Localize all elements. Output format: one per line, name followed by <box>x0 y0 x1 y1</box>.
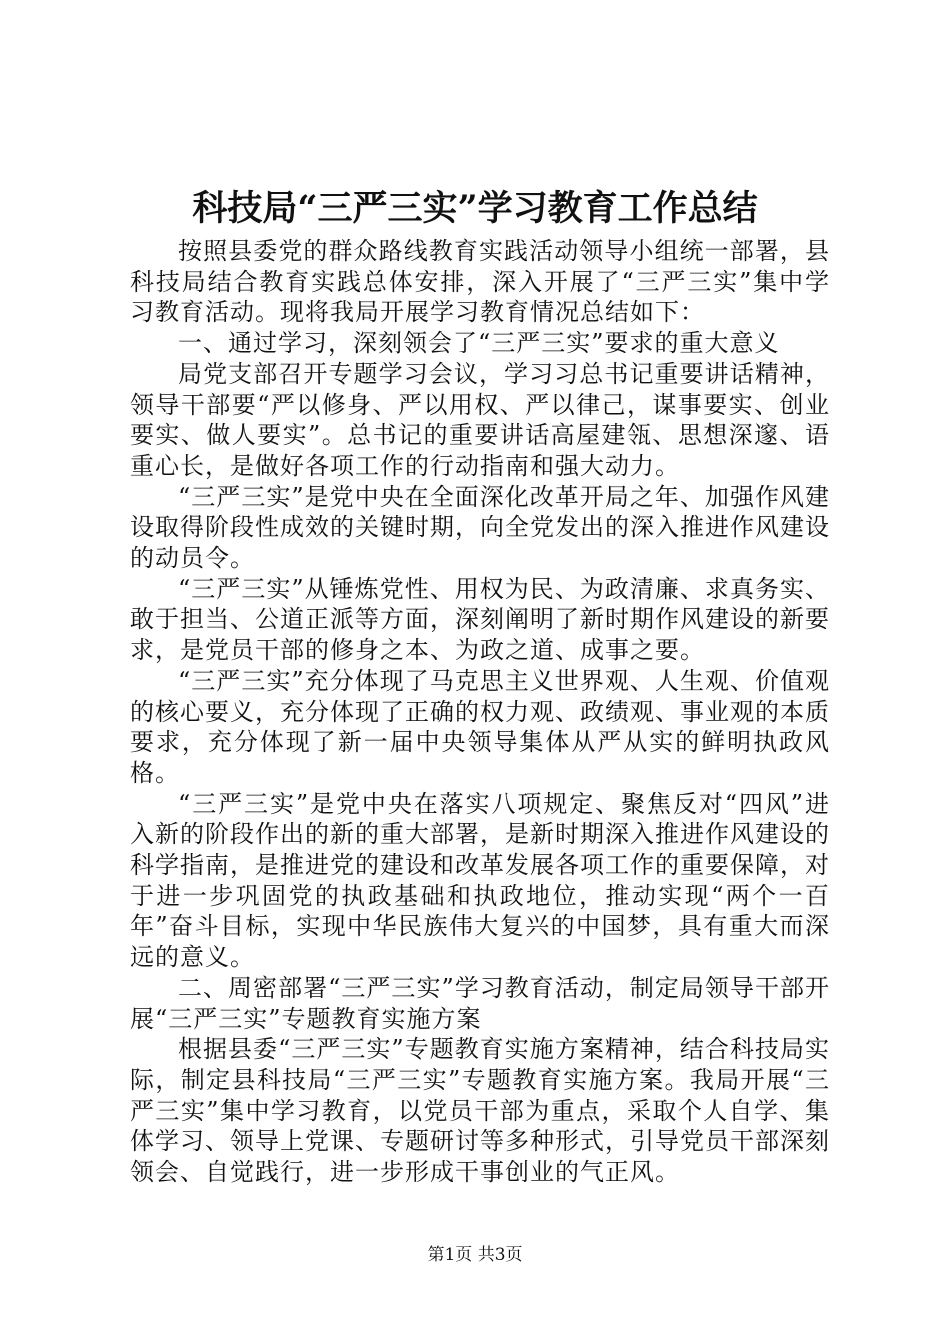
paragraph: 局党支部召开专题学习会议，学习习总书记重要讲话精神，领导干部要“严以修身、严以用权、严以律己，谋事要实、创业要实、做人要实”。总书记的重要讲话高屋建瓴、思想深邃、语重心长，是做好各项工作的行动指南和强大动力。 <box>130 359 830 480</box>
document-title: 科技局“三严三实”学习教育工作总结 <box>192 188 758 229</box>
document-body <box>130 236 830 1188</box>
paragraph: “三严三实”充分体现了马克思主义世界观、人生观、价值观的核心要义，充分体现了正确的权力观、政绩观、事业观的本质要求，充分体现了新一届中央领导集体从严从实的鲜明执政风格。 <box>130 666 830 787</box>
page-number-footer: 第1页 共3页 <box>427 1245 523 1265</box>
paragraph: “三严三实”是党中央在落实八项规定、聚焦反对“四风”进入新的阶段作出的新的重大部署，是新时期深入推进作风建设的科学指南，是推进党的建设和改革发展各项工作的重要保障，对于进一步巩固党的执政基础和执政地位，推动实现“两个一百年”奋斗目标，实现中华民族伟大复兴的中国梦，具有重大而深远的意义。 <box>130 789 830 972</box>
section-heading-1: 一、通过学习，深刻领会了“三严三实”要求的重大意义 <box>178 329 780 358</box>
paragraph: 根据县委“三严三实”专题教育实施方案精神，结合科技局实际，制定县科技局“三严三实”专题教育实施方案。我局开展“三严三实”集中学习教育，以党员干部为重点，采取个人自学、集体学习、领导上党课、专题研讨等多种形式，引导党员干部深刻领会、自觉践行，进一步形成干事创业的气正风。 <box>130 1035 830 1187</box>
paragraph-intro: 按照县委党的群众路线教育实践活动领导小组统一部署，县科技局结合教育实践总体安排，深入开展了“三严三实”集中学习教育活动。现将我局开展学习教育情况总结如下： <box>130 237 830 327</box>
section-heading-2: 二、周密部署“三严三实”学习教育活动，制定局领导干部开展“三严三实”专题教育实施方案 <box>130 973 830 1033</box>
paragraph: “三严三实”是党中央在全面深化改革开局之年、加强作风建设取得阶段性成效的关键时期，向全党发出的深入推进作风建设的动员令。 <box>130 482 830 573</box>
paragraph: “三严三实”从锤炼党性、用权为民、为政清廉、求真务实、敢于担当、公道正派等方面，深刻阐明了新时期作风建设的新要求，是党员干部的修身之本、为政之道、成事之要。 <box>130 574 830 665</box>
